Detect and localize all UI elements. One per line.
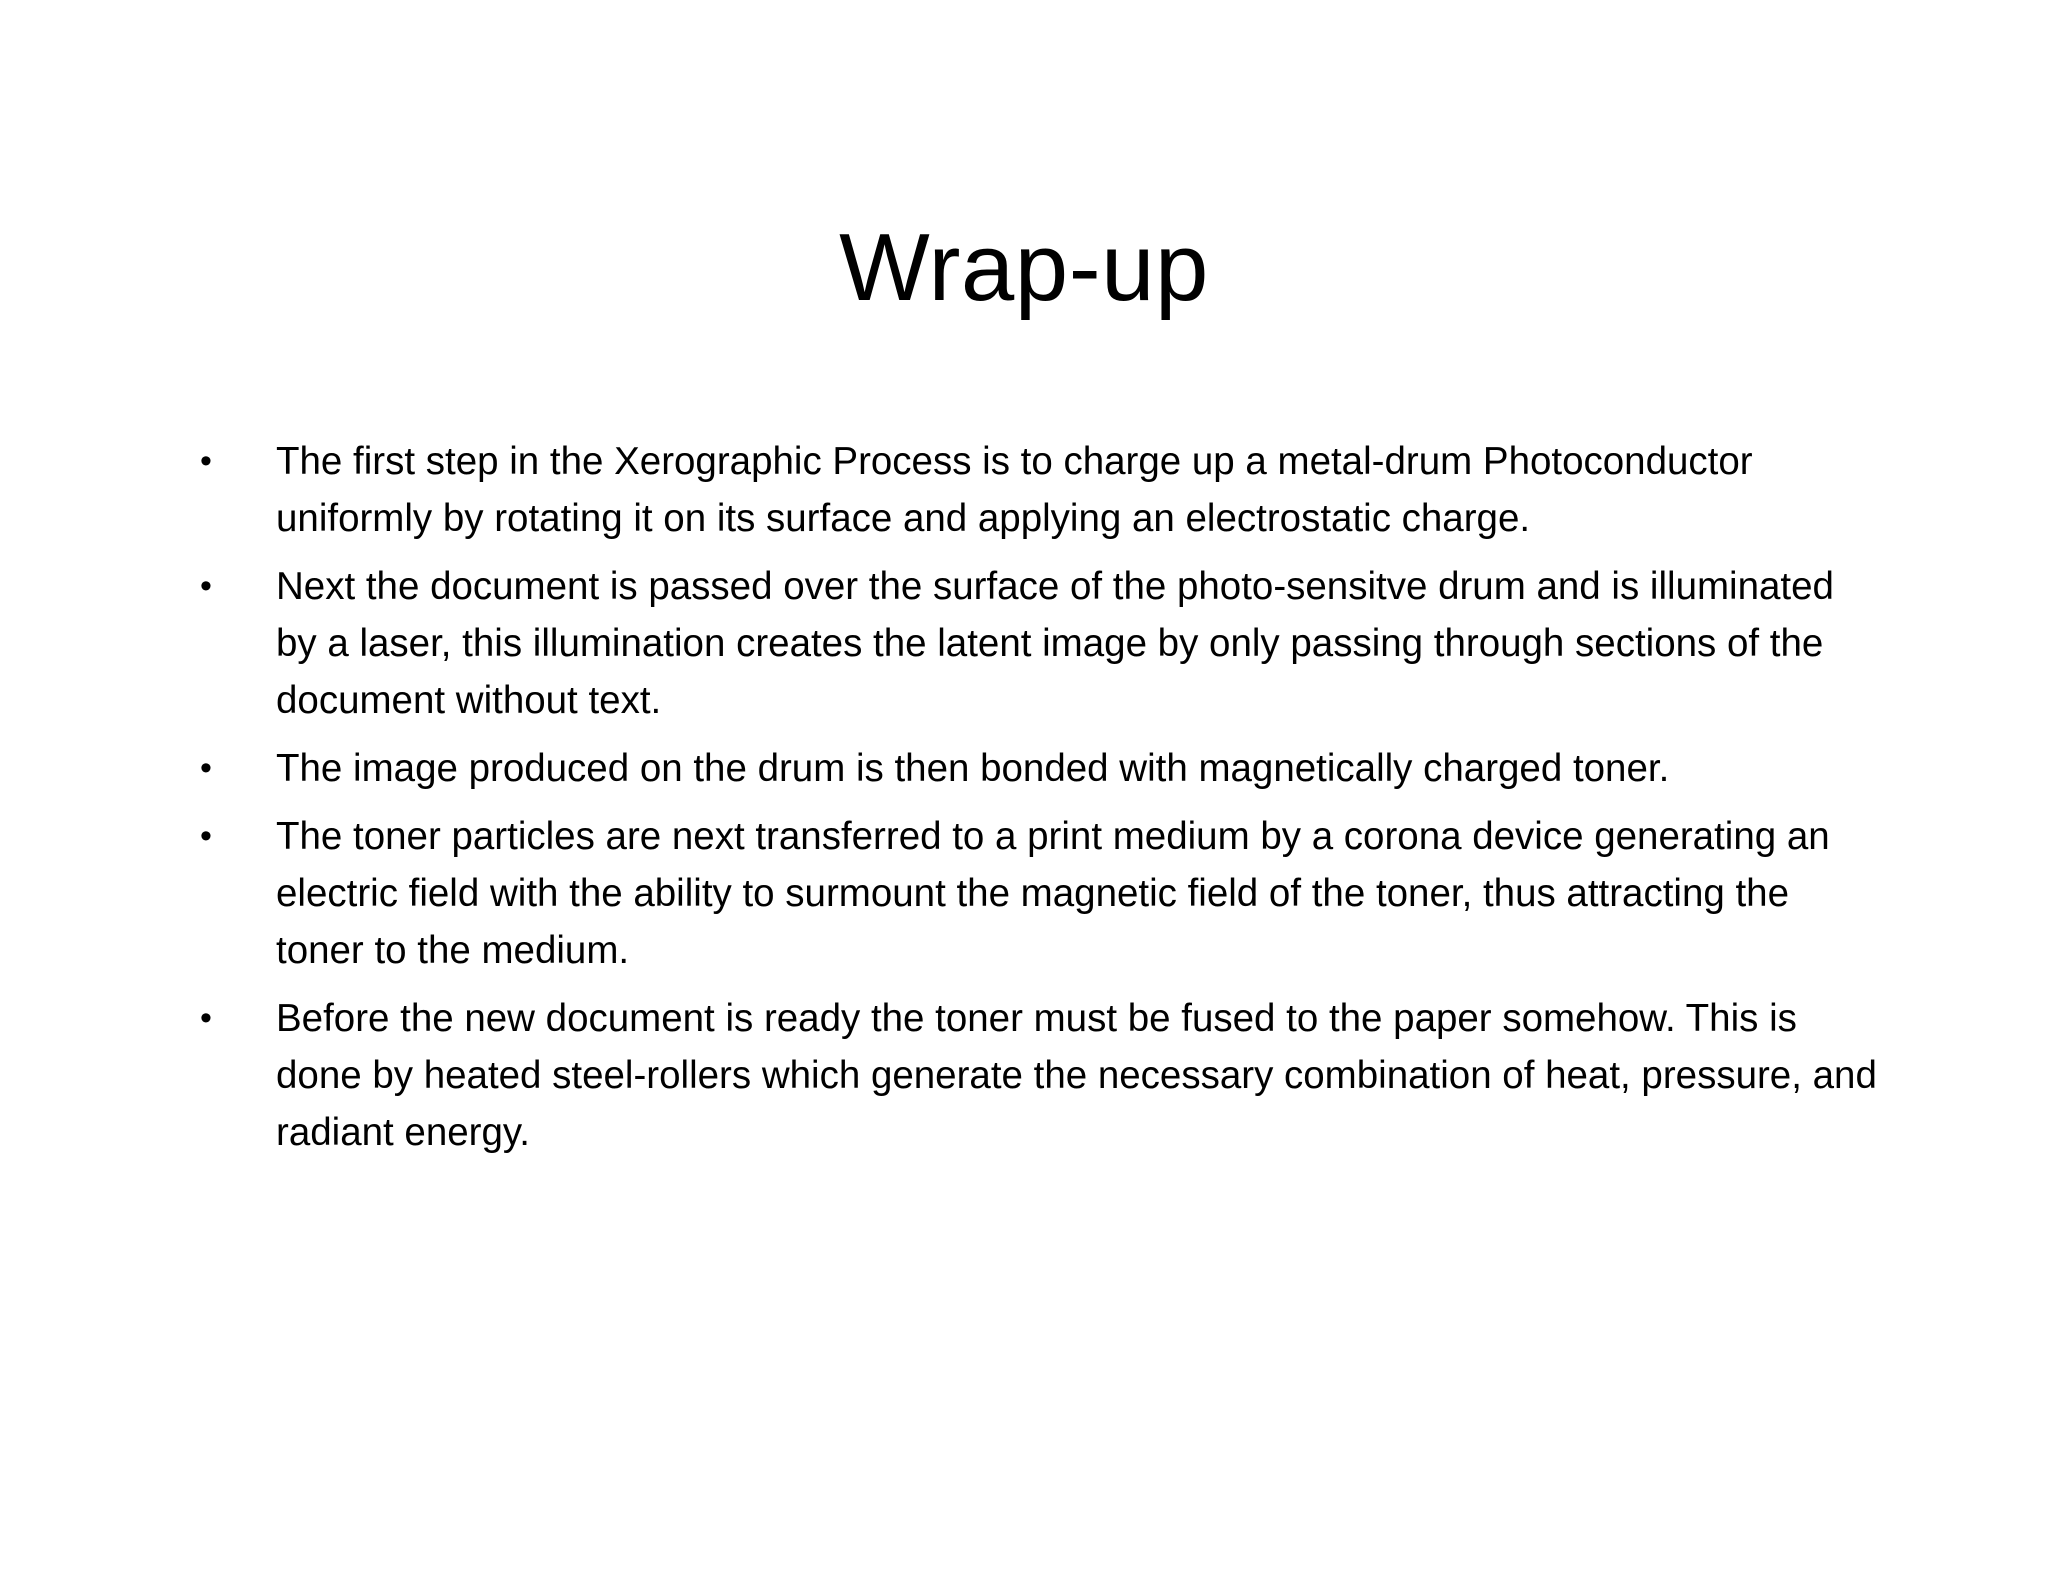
bullet-item-1 — [200, 433, 1880, 547]
bullet-text: The first step in the Xerographic Process is to charge up a metal-drum Photoconductor uniformly by rotating it on its surface and applying an electrostatic charge. — [276, 440, 1753, 540]
slide-title: Wrap-up — [839, 214, 1209, 321]
bullet-dot-icon: • — [200, 817, 212, 855]
bullet-item-3 — [200, 740, 1880, 797]
bullet-text: The image produced on the drum is then bonded with magnetically charged toner. — [276, 747, 1670, 790]
bullet-dot-icon: • — [200, 999, 212, 1037]
bullet-text: Next the document is passed over the surface of the photo-sensitve drum and is illuminated by a laser, this illumination creates the latent image by only passing through sections of the document without text. — [276, 565, 1834, 722]
bullet-text: The toner particles are next transferred to a print medium by a corona device generating an electric field with the ability to surmount the magnetic field of the toner, thus attracting the toner to the medium. — [276, 815, 1830, 972]
bullet-item-2 — [200, 558, 1880, 729]
bullet-dot-icon: • — [200, 567, 212, 605]
bullet-dot-icon: • — [200, 749, 212, 787]
bullet-dot-icon: • — [200, 442, 212, 480]
bullet-item-5 — [200, 990, 1880, 1161]
bullet-text: Before the new document is ready the toner must be fused to the paper somehow. This is done by heated steel-rollers which generate the necessary combination of heat, pressure, and radiant energy. — [276, 997, 1877, 1154]
bullet-item-4 — [200, 808, 1880, 979]
bullet-list — [200, 433, 1880, 1172]
